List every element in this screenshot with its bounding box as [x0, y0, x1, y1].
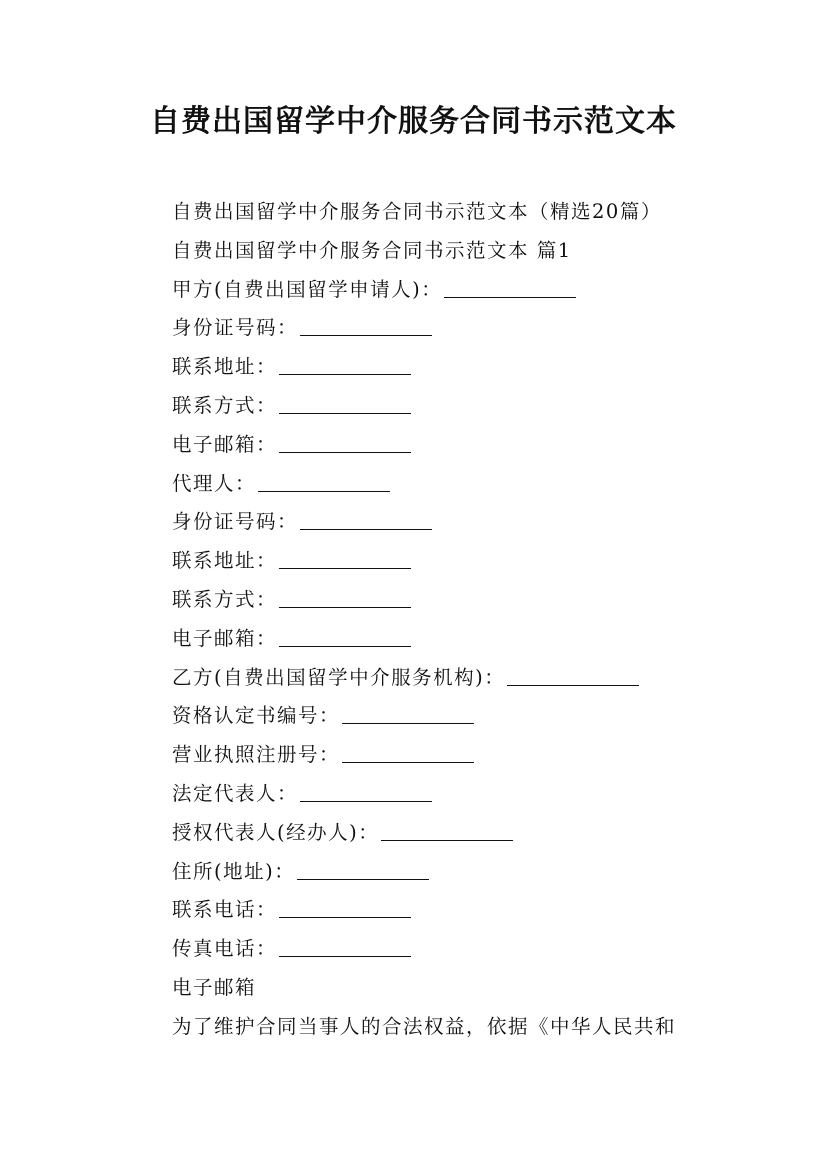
- line-text: 自费出国留学中介服务合同书示范文本（精选20篇）: [172, 200, 662, 223]
- fill-in-blank: [507, 663, 639, 686]
- fill-in-blank: [300, 507, 432, 530]
- fill-in-blank: [279, 624, 411, 647]
- fill-in-blank: [258, 469, 390, 492]
- body-line: [172, 387, 732, 426]
- fill-in-blank: [444, 275, 576, 298]
- line-text: 资格认定书编号：: [172, 704, 341, 728]
- line-text: 联系地址：: [172, 549, 278, 573]
- body-line: [172, 814, 732, 853]
- fill-in-blank: [300, 779, 432, 802]
- line-text: 营业执照注册号：: [172, 743, 341, 767]
- body-line: [172, 620, 732, 659]
- line-text: 电子邮箱：: [172, 626, 278, 650]
- line-text: 身份证号码：: [172, 510, 299, 534]
- fill-in-blank: [300, 313, 432, 336]
- line-text: 电子邮箱: [172, 975, 257, 999]
- line-text: 联系地址：: [172, 355, 278, 379]
- document-body: [172, 193, 732, 1047]
- line-text: 法定代表人：: [172, 781, 299, 805]
- line-text: 传真电话：: [172, 937, 278, 961]
- fill-in-blank: [279, 352, 411, 375]
- body-line: [172, 581, 732, 620]
- fill-in-blank: [279, 430, 411, 453]
- fill-in-blank: [279, 391, 411, 414]
- body-line: [172, 503, 732, 542]
- line-text: 住所(地址)：: [172, 859, 296, 883]
- fill-in-blank: [279, 934, 411, 957]
- line-text: 联系电话：: [172, 898, 278, 922]
- line-text: 联系方式：: [172, 393, 278, 417]
- body-line: [172, 309, 732, 348]
- fill-in-blank: [279, 585, 411, 608]
- body-line: [172, 193, 732, 232]
- body-line: [172, 1008, 732, 1047]
- body-line: [172, 697, 732, 736]
- line-text: 代理人：: [172, 471, 257, 495]
- document-title: 自费出国留学中介服务合同书示范文本: [150, 104, 677, 139]
- body-line: [172, 736, 732, 775]
- body-line: [172, 891, 732, 930]
- body-line: [172, 969, 732, 1008]
- fill-in-blank: [279, 895, 411, 918]
- body-line: [172, 426, 732, 465]
- fill-in-blank: [342, 701, 474, 724]
- body-line: [172, 775, 732, 814]
- fill-in-blank: [381, 818, 513, 841]
- line-text: 身份证号码：: [172, 316, 299, 340]
- body-line: [172, 930, 732, 969]
- line-text: 自费出国留学中介服务合同书示范文本 篇1: [172, 238, 572, 262]
- fill-in-blank: [342, 740, 474, 763]
- body-line: [172, 232, 732, 271]
- body-line: [172, 271, 732, 310]
- body-line: [172, 853, 732, 892]
- line-text: 为了维护合同当事人的合法权益，依据《中华人民共和: [172, 1014, 677, 1038]
- line-text: 甲方(自费出国留学申请人)：: [172, 277, 443, 301]
- body-line: [172, 659, 732, 698]
- body-line: [172, 348, 732, 387]
- line-text: 电子邮箱：: [172, 432, 278, 456]
- body-line: [172, 465, 732, 504]
- body-line: [172, 542, 732, 581]
- line-text: 授权代表人(经办人)：: [172, 820, 380, 844]
- line-text: 乙方(自费出国留学中介服务机构)：: [172, 665, 506, 689]
- fill-in-blank: [279, 546, 411, 569]
- fill-in-blank: [297, 857, 429, 880]
- line-text: 联系方式：: [172, 587, 278, 611]
